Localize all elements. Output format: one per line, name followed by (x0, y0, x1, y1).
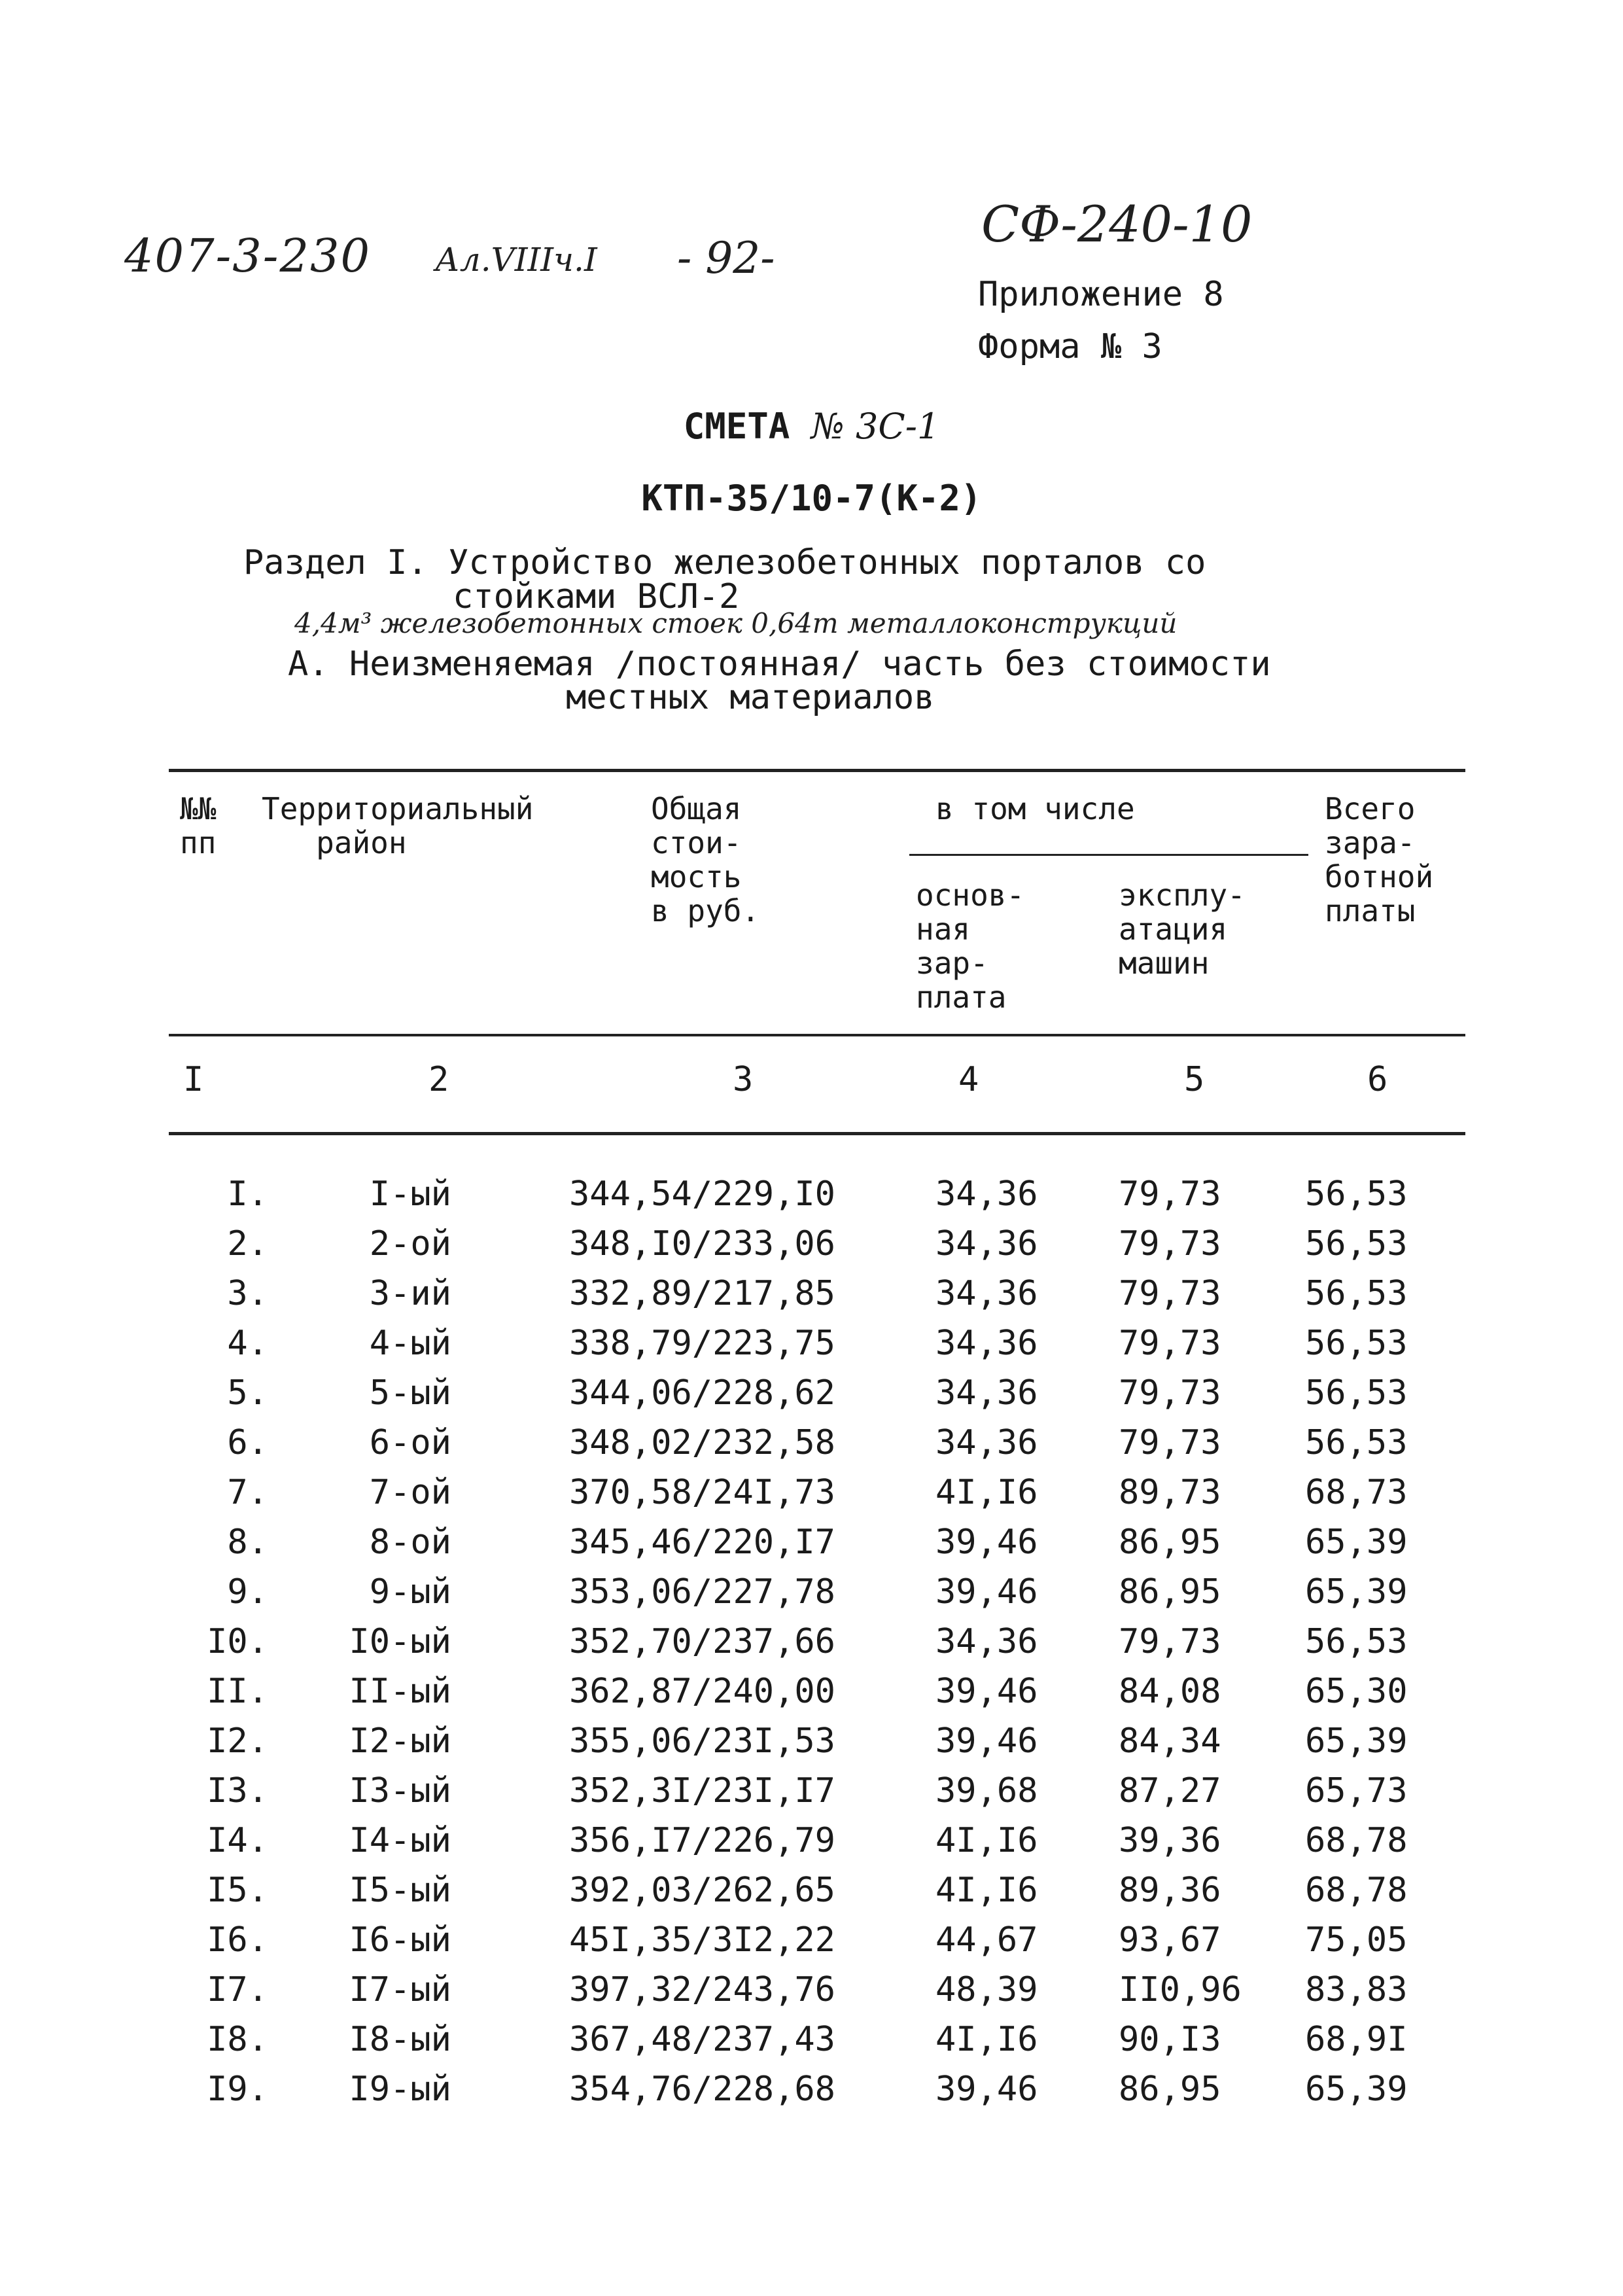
row-number: I4. (207, 1821, 268, 1860)
row-number: I5. (207, 1871, 268, 1910)
total-cost: 352,70/237,66 (569, 1622, 835, 1661)
row-number: 5. (227, 1373, 268, 1413)
district: 5-ый (369, 1373, 451, 1413)
album-code-handwritten: Ал.VIIIч.I (435, 241, 597, 279)
total-wages: 56,53 (1305, 1324, 1408, 1363)
row-number: I7. (207, 1970, 268, 2009)
machine-operation: 84,34 (1119, 1722, 1221, 1761)
machine-operation: 79,73 (1119, 1373, 1221, 1413)
row-number: I9. (207, 2070, 268, 2109)
total-wages: 68,78 (1305, 1821, 1408, 1860)
district: I5-ый (349, 1871, 451, 1910)
machine-operation: 79,73 (1119, 1274, 1221, 1313)
district: 4-ый (369, 1324, 451, 1363)
total-wages: 68,78 (1305, 1871, 1408, 1910)
form-number: Форма № 3 (978, 327, 1162, 366)
total-wages: 65,39 (1305, 2070, 1408, 2109)
table-row (0, 1920, 1623, 1970)
basic-wage: 34,36 (935, 1324, 1038, 1363)
machine-operation: 79,73 (1119, 1174, 1221, 1214)
table-row (0, 1324, 1623, 1373)
total-wages: 65,39 (1305, 1722, 1408, 1761)
table-row (0, 1672, 1623, 1722)
column-numbers-rule (169, 1132, 1465, 1135)
machine-operation: II0,96 (1119, 1970, 1242, 2009)
column-number-3: 3 (733, 1060, 754, 1099)
sheet-code-handwritten: СФ-240-10 (981, 195, 1253, 253)
table-row (0, 2070, 1623, 2119)
basic-wage: 34,36 (935, 1174, 1038, 1214)
total-wages: 65,39 (1305, 1523, 1408, 1562)
row-number: I2. (207, 1722, 268, 1761)
total-wages: 56,53 (1305, 1224, 1408, 1263)
table-row (0, 1473, 1623, 1523)
district: I6-ый (349, 1920, 451, 1960)
district: I2-ый (349, 1722, 451, 1761)
machine-operation: 79,73 (1119, 1423, 1221, 1462)
total-cost: 355,06/23I,53 (569, 1722, 835, 1761)
estimate-title (0, 406, 1623, 447)
machine-operation: 90,I3 (1119, 2020, 1221, 2059)
total-cost: 338,79/223,75 (569, 1324, 835, 1363)
table-row (0, 1523, 1623, 1572)
machine-operation: 86,95 (1119, 1523, 1221, 1562)
district: I4-ый (349, 1821, 451, 1860)
column-number-5: 5 (1184, 1060, 1205, 1099)
total-cost: 362,87/240,00 (569, 1672, 835, 1711)
total-cost: 344,54/229,I0 (569, 1174, 835, 1214)
substation-type: КТП-35/10-7(К-2) (641, 478, 982, 519)
table-row (0, 1970, 1623, 2020)
total-cost: 352,3I/23I,I7 (569, 1771, 835, 1810)
table-row (0, 1274, 1623, 1324)
row-number: I3. (207, 1771, 268, 1810)
total-wages: 65,30 (1305, 1672, 1408, 1711)
total-wages: 83,83 (1305, 1970, 1408, 2009)
total-wages: 56,53 (1305, 1423, 1408, 1462)
machine-operation: 79,73 (1119, 1622, 1221, 1661)
table-row (0, 1572, 1623, 1622)
district: II-ый (349, 1672, 451, 1711)
header-basic-wage: основ- ная зар- плата (916, 877, 1025, 1015)
header-row-number: №№ пп (180, 791, 217, 860)
total-wages: 56,53 (1305, 1174, 1408, 1214)
total-cost: 356,I7/226,79 (569, 1821, 835, 1860)
district: 6-ой (369, 1423, 451, 1462)
part-title-line-1: А. Неизменяемая /постоянная/ часть без стоимости (288, 645, 1271, 684)
total-wages: 65,39 (1305, 1572, 1408, 1612)
table-row (0, 1174, 1623, 1224)
table-row (0, 2020, 1623, 2070)
table-row (0, 1423, 1623, 1473)
total-cost: 45I,35/3I2,22 (569, 1920, 835, 1960)
row-number: 9. (227, 1572, 268, 1612)
machine-operation: 87,27 (1119, 1771, 1221, 1810)
machine-operation: 89,73 (1119, 1473, 1221, 1512)
group-header-rule (909, 854, 1308, 856)
total-cost: 353,06/227,78 (569, 1572, 835, 1612)
total-cost: 332,89/217,85 (569, 1274, 835, 1313)
table-row (0, 1771, 1623, 1821)
row-number: 6. (227, 1423, 268, 1462)
basic-wage: 39,46 (935, 1572, 1038, 1612)
basic-wage: 34,36 (935, 1274, 1038, 1313)
total-wages: 68,9I (1305, 2020, 1408, 2059)
machine-operation: 86,95 (1119, 1572, 1221, 1612)
machine-operation: 93,67 (1119, 1920, 1221, 1960)
header-total-wages: Всего зара- ботной платы (1325, 791, 1434, 928)
machine-operation: 86,95 (1119, 2070, 1221, 2109)
header-machine-operation: эксплу- атация машин (1119, 877, 1246, 981)
row-number: 8. (227, 1523, 268, 1562)
basic-wage: 34,36 (935, 1622, 1038, 1661)
row-number: 7. (227, 1473, 268, 1512)
header-territorial-district: Территориальный район (262, 791, 534, 860)
basic-wage: 34,36 (935, 1224, 1038, 1263)
basic-wage: 4I,I6 (935, 1821, 1038, 1860)
table-top-rule (169, 769, 1465, 772)
total-cost: 348,02/232,58 (569, 1423, 835, 1462)
section-quantities-handwritten: 4,4м³ железобетонных стоек 0,64т металлоконструкций (294, 607, 1178, 639)
table-row (0, 1622, 1623, 1672)
row-number: I0. (207, 1622, 268, 1661)
total-wages: 65,73 (1305, 1771, 1408, 1810)
total-wages: 56,53 (1305, 1274, 1408, 1313)
estimate-label: СМЕТА (683, 406, 790, 447)
basic-wage: 4I,I6 (935, 1871, 1038, 1910)
machine-operation: 89,36 (1119, 1871, 1221, 1910)
total-cost: 392,03/262,65 (569, 1871, 835, 1910)
row-number: 4. (227, 1324, 268, 1363)
total-cost: 354,76/228,68 (569, 2070, 835, 2109)
district: I-ый (369, 1174, 451, 1214)
district: 7-ой (369, 1473, 451, 1512)
section-title-line-1: Раздел I. Устройство железобетонных порталов со (243, 543, 1206, 582)
basic-wage: 39,46 (935, 1523, 1038, 1562)
table-row (0, 1373, 1623, 1423)
basic-wage: 48,39 (935, 1970, 1038, 2009)
district: 3-ий (369, 1274, 451, 1313)
district: 9-ый (369, 1572, 451, 1612)
row-number: 3. (227, 1274, 268, 1313)
basic-wage: 39,46 (935, 1672, 1038, 1711)
machine-operation: 79,73 (1119, 1224, 1221, 1263)
table-row (0, 1871, 1623, 1920)
row-number: I6. (207, 1920, 268, 1960)
header-total-cost: Общая стои- мость в руб. (651, 791, 760, 928)
machine-operation: 84,08 (1119, 1672, 1221, 1711)
section-title-line-2: стойками ВСЛ-2 (453, 577, 740, 616)
total-cost: 367,48/237,43 (569, 2020, 835, 2059)
column-number-1: I (183, 1060, 204, 1099)
total-cost: 348,I0/233,06 (569, 1224, 835, 1263)
basic-wage: 4I,I6 (935, 1473, 1038, 1512)
basic-wage: 4I,I6 (935, 2020, 1038, 2059)
total-cost: 370,58/24I,73 (569, 1473, 835, 1512)
document-code-handwritten: 407-3-230 (124, 229, 372, 283)
total-wages: 68,73 (1305, 1473, 1408, 1512)
total-wages: 56,53 (1305, 1622, 1408, 1661)
total-cost: 344,06/228,62 (569, 1373, 835, 1413)
appendix-label: Приложение 8 (978, 275, 1224, 314)
estimate-number-handwritten: № 3С-1 (811, 406, 940, 447)
basic-wage: 39,46 (935, 1722, 1038, 1761)
table-row (0, 1224, 1623, 1274)
basic-wage: 34,36 (935, 1373, 1038, 1413)
basic-wage: 39,68 (935, 1771, 1038, 1810)
basic-wage: 44,67 (935, 1920, 1038, 1960)
total-cost: 397,32/243,76 (569, 1970, 835, 2009)
row-number: II. (207, 1672, 268, 1711)
basic-wage: 39,46 (935, 2070, 1038, 2109)
header-bottom-rule (169, 1034, 1465, 1036)
row-number: I8. (207, 2020, 268, 2059)
district: I3-ый (349, 1771, 451, 1810)
column-number-6: 6 (1367, 1060, 1388, 1099)
part-title-line-2: местных материалов (566, 678, 935, 717)
district: 8-ой (369, 1523, 451, 1562)
table-row (0, 1821, 1623, 1871)
row-number: I. (227, 1174, 268, 1214)
total-wages: 56,53 (1305, 1373, 1408, 1413)
district: I0-ый (349, 1622, 451, 1661)
page-number: - 92- (677, 233, 775, 283)
header-including-group: в том числе (935, 791, 1135, 826)
table-row (0, 1722, 1623, 1771)
total-cost: 345,46/220,I7 (569, 1523, 835, 1562)
district: I8-ый (349, 2020, 451, 2059)
column-number-2: 2 (428, 1060, 449, 1099)
district: I7-ый (349, 1970, 451, 2009)
total-wages: 75,05 (1305, 1920, 1408, 1960)
column-number-4: 4 (958, 1060, 979, 1099)
district: I9-ый (349, 2070, 451, 2109)
basic-wage: 34,36 (935, 1423, 1038, 1462)
machine-operation: 79,73 (1119, 1324, 1221, 1363)
machine-operation: 39,36 (1119, 1821, 1221, 1860)
district: 2-ой (369, 1224, 451, 1263)
row-number: 2. (227, 1224, 268, 1263)
